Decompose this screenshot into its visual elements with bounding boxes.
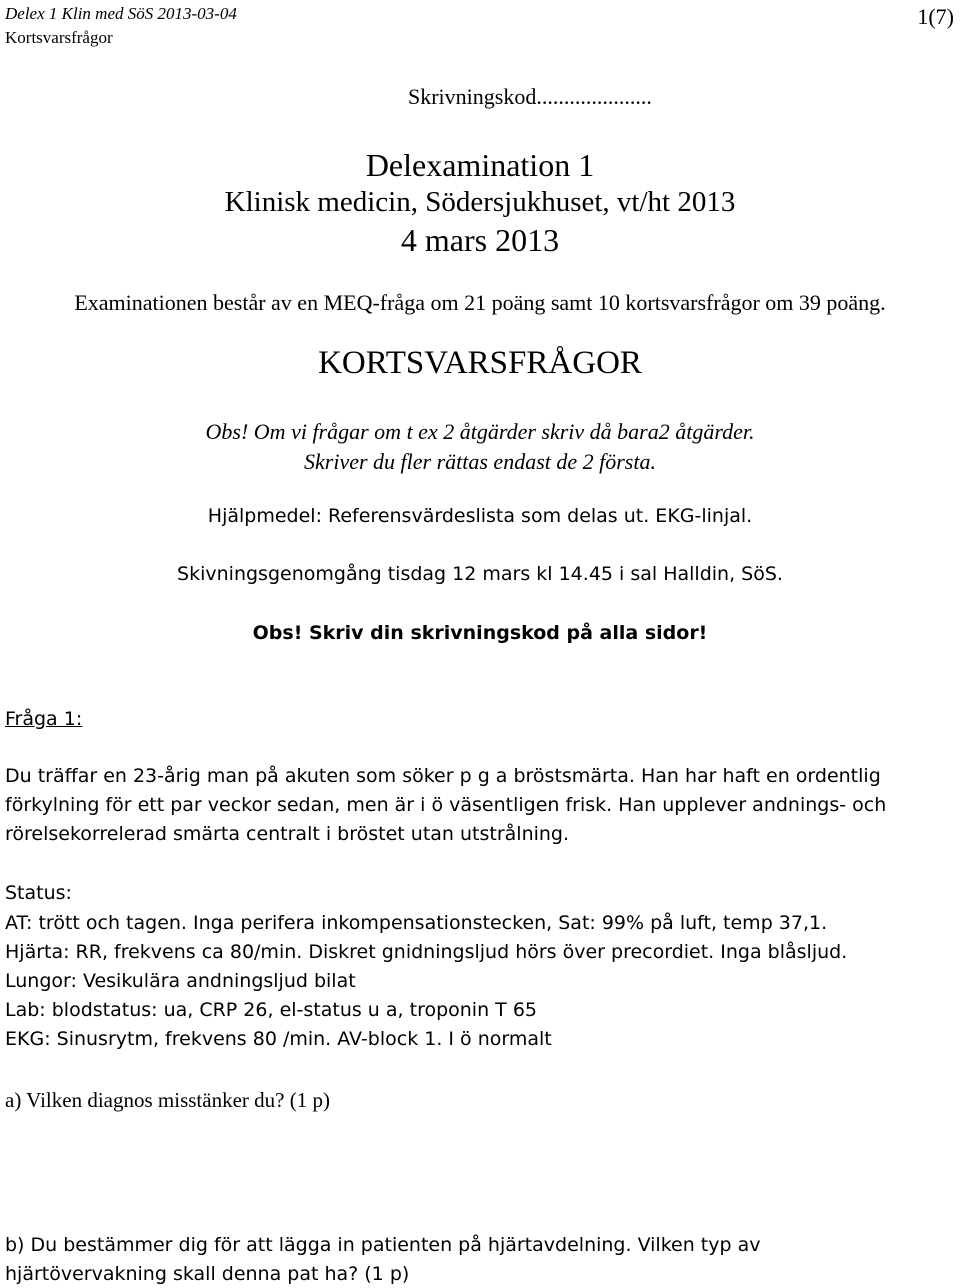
case-text-line: förkylning för ett par veckor sedan, men är i ö väsentligen frisk. Han upplever andnings- och (5, 794, 887, 816)
status-line: Lungor: Vesikulära andningsljud bilat (5, 970, 356, 992)
note-line-1: Obs! Om vi frågar om t ex 2 åtgärder skriv då bara2 åtgärder. (205, 419, 755, 444)
question-1-label: Fråga 1: (5, 708, 83, 730)
status-line: Hjärta: RR, frekvens ca 80/min. Diskret gnidningsljud hörs över precordiet. Inga blåsljud. (5, 941, 848, 963)
status-label: Status: (5, 882, 72, 904)
case-text-line: rörelsekorrelerad smärta centralt i bröstet utan utstrålning. (5, 823, 570, 845)
review-session: Skivningsgenomgång tisdag 12 mars kl 14.45 i sal Halldin, SöS. (177, 563, 783, 585)
sub-question-a: a) Vilken diagnos misstänker du? (1 p) (5, 1088, 330, 1112)
note-line-2: Skriver du fler rättas endast de 2 första. (304, 449, 656, 474)
section-heading: KORTSVARSFRÅGOR (318, 345, 642, 381)
code-reminder: Obs! Skriv din skrivningskod på alla sidor! (252, 622, 708, 644)
exam-title: Delexamination 1 (365, 147, 595, 183)
status-line: EKG: Sinusrytm, frekvens 80 /min. AV-block 1. I ö normalt (5, 1028, 552, 1050)
status-line: Lab: blodstatus: ua, CRP 26, el-status u a, troponin T 65 (5, 999, 537, 1021)
header-section: Kortsvarsfrågor (5, 28, 113, 47)
exam-intro: Examinationen består av en MEQ-fråga om 21 poäng samt 10 kortsvarsfrågor om 39 poäng. (74, 290, 886, 315)
header-course: Delex 1 Klin med SöS 2013-03-04 (5, 4, 237, 23)
exam-code-line: Skrivningskod..................... (408, 84, 652, 109)
exam-date: 4 mars 2013 (400, 222, 560, 258)
sub-question-b: b) Du bestämmer dig för att lägga in patienten på hjärtavdelning. Vilken typ av (5, 1234, 761, 1256)
permitted-aids: Hjälpmedel: Referensvärdeslista som delas ut. EKG-linjal. (207, 505, 753, 527)
exam-subtitle: Klinisk medicin, Södersjukhuset, vt/ht 2013 (224, 186, 736, 218)
sub-question-b-continued: hjärtövervakning skall denna pat ha? (1 p) (5, 1263, 410, 1285)
page-number: 1(7) (917, 4, 954, 29)
case-text-line: Du träffar en 23-årig man på akuten som söker p g a bröstsmärta. Han har haft en ordentlig (5, 765, 881, 787)
status-line: AT: trött och tagen. Inga perifera inkompensationstecken, Sat: 99% på luft, temp 37,1. (5, 912, 828, 934)
